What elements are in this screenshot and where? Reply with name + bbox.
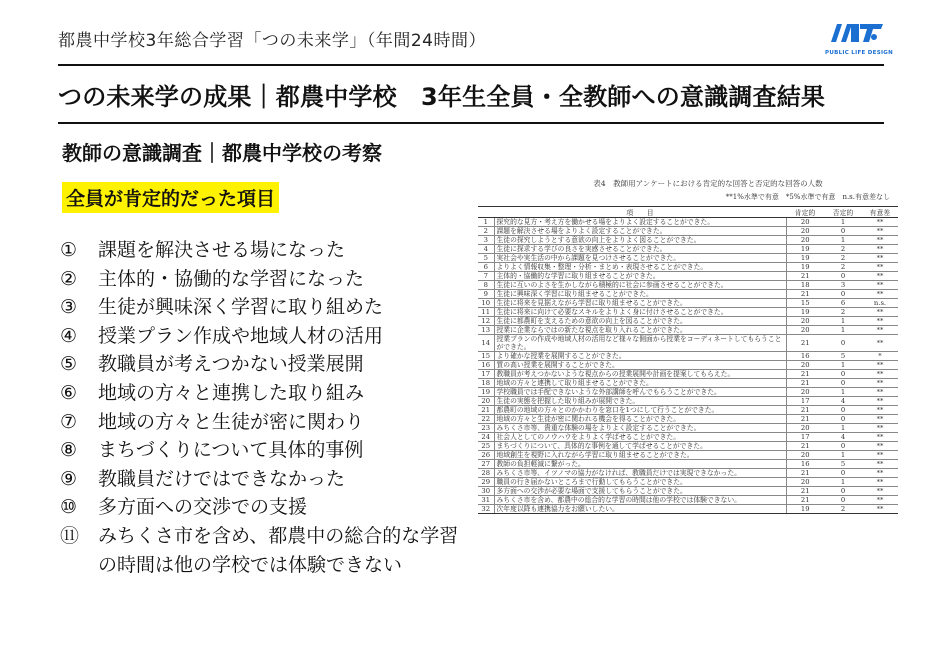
finding-text: 地域の方々と連携した取り組み [98,381,365,404]
table-cell: 21 [786,469,824,478]
table-cell: 7 [478,272,494,281]
table-row [478,406,898,415]
table-cell: 生徒の実態を把握した取り組みが展開できた。 [494,397,786,406]
table-cell: 16 [786,352,824,361]
table-cell: 0 [824,406,862,415]
table-cell: より確かな授業を展開することができた。 [494,352,786,361]
table-cell: ** [862,370,898,379]
table-cell: 10 [478,299,494,308]
table-cell: 11 [478,308,494,317]
finding-item [60,350,460,379]
table-cell: 6 [824,299,862,308]
table-row [478,218,898,227]
table-cell: 授業に企業ならではの新たな視点を取り入れることができた。 [494,326,786,335]
table-cell: 21 [478,406,494,415]
table-cell: 学校職員では手配できないような外部講師を呼んでもらうことができた。 [494,388,786,397]
finding-text: 授業プラン作成や地域人材の活用 [98,324,384,347]
table-cell: 19 [786,245,824,254]
table-cell: 17 [786,397,824,406]
table-cell: 20 [786,317,824,326]
table-cell: 4 [478,245,494,254]
table-cell: 0 [824,415,862,424]
finding-number: ⑦ [60,410,78,433]
table-cell: ** [862,406,898,415]
table-cell: 21 [786,379,824,388]
table-cell: 4 [824,433,862,442]
table-cell: 0 [824,227,862,236]
finding-text: 教職員が考えつかない授業展開 [98,353,364,376]
finding-number: ⑨ [60,467,78,490]
table-cell: 15 [786,299,824,308]
table-cell: 5 [824,460,862,469]
logo-mark-icon [829,20,885,46]
finding-text: 生徒が興味深く学習に取り組めた [98,296,384,319]
table-cell: 0 [824,335,862,352]
table-row [478,263,898,272]
table-cell: 24 [478,433,494,442]
finding-text: まちづくりについて具体的事例 [98,439,364,462]
table-cell: 28 [478,469,494,478]
table-cell: ** [862,388,898,397]
table-cell: ** [862,236,898,245]
table-cell: 22 [478,415,494,424]
finding-item [60,493,460,522]
finding-item [60,522,460,579]
finding-number: ⑪ [60,524,80,547]
table-cell: 生徒に互いのよさを生かしながら積極的に社会に参画させることができた。 [494,281,786,290]
table-cell: 16 [786,460,824,469]
table-cell: 19 [786,308,824,317]
table-cell: 職員の行き届かないところまで行動してもらうことができた。 [494,478,786,487]
table-row [478,308,898,317]
table-cell: 0 [824,379,862,388]
table-row [478,227,898,236]
finding-text: 教職員だけではできなかった [98,467,346,490]
table-cell: ** [862,469,898,478]
table-cell: ** [862,361,898,370]
table-cell: 20 [786,218,824,227]
table-header-cell: 有意差 [862,207,898,218]
finding-number: ④ [60,324,78,347]
table-cell: 主体的・協働的な学習に取り組ませることができた。 [494,272,786,281]
table-cell: ** [862,281,898,290]
table-cell: ** [862,317,898,326]
table-cell: 25 [478,442,494,451]
table-row [478,397,898,406]
table-cell: 3 [478,236,494,245]
table-cell: 教師の負担軽減に繋がった。 [494,460,786,469]
table-cell: 2 [824,245,862,254]
finding-number: ① [60,239,78,261]
table-cell: 授業プランの作成や地域人材の活用など様々な側面から授業をコーディネートしてもらうことができた。 [494,335,786,352]
table-cell: ** [862,272,898,281]
finding-text: みちくさ市を含め、都農中の総合的な学習の時間は他の学校では体験できない [98,524,459,576]
table-row [478,317,898,326]
table-row [478,388,898,397]
table-cell: 12 [478,317,494,326]
table-cell: 1 [824,388,862,397]
survey-table [478,206,898,514]
table-row [478,478,898,487]
table-cell: ** [862,218,898,227]
table-cell: ** [862,290,898,299]
table-cell: 19 [786,505,824,514]
brand-logo [825,20,894,64]
table-cell: 18 [786,281,824,290]
logo-caption: PUBLIC LIFE DESIGN [825,50,894,56]
table-cell: 20 [786,361,824,370]
table-cell: 21 [786,335,824,352]
table-cell: 1 [824,317,862,326]
table-row [478,505,898,514]
finding-number: ⑩ [60,496,78,519]
table-cell: ** [862,424,898,433]
table-row [478,379,898,388]
table-cell: 2 [478,227,494,236]
table-cell: 0 [824,496,862,505]
table-cell: 17 [786,433,824,442]
table-cell: 21 [786,442,824,451]
survey-table-figure [478,178,898,514]
table-cell: 20 [786,236,824,245]
table-cell: よりよく情報収集・整理・分析・まとめ・表現させることができた。 [494,263,786,272]
table-row [478,496,898,505]
table-header-cell: 否定的 [824,207,862,218]
table-cell: 多方面への交渉が必要な場面で支援してもらうことができた。 [494,487,786,496]
table-cell: ** [862,478,898,487]
table-row [478,326,898,335]
table-cell: 実社会や実生活の中から課題を見つけさせることができた。 [494,254,786,263]
table-cell: 地域の方々と生徒が密に関われる機会を得ることができた。 [494,415,786,424]
table-cell: 21 [786,415,824,424]
finding-item [60,465,460,494]
finding-number: ⑧ [60,439,78,462]
table-row [478,281,898,290]
table-row [478,335,898,352]
table-cell: ** [862,442,898,451]
table-cell: 0 [824,370,862,379]
finding-text: 課題を解決させる場になった [98,239,346,261]
table-cell: ** [862,451,898,460]
table-cell: 2 [824,254,862,263]
table-cell: ** [862,254,898,263]
table-cell: 20 [786,388,824,397]
table-cell: 1 [824,451,862,460]
table-row [478,487,898,496]
table-cell: * [862,352,898,361]
table-row [478,433,898,442]
page-title: つの未来学の成果｜都農中学校 3年生全員・全教師への意識調査結果 [58,83,826,111]
table-cell: 1 [824,478,862,487]
table-cell: 社会人としてのノウハウをよりよく学ばせることができた。 [494,433,786,442]
table-cell: 9 [478,290,494,299]
table-cell: まちづくりについて、具体的な事例を通して学ばせることができた。 [494,442,786,451]
table-cell: 6 [478,263,494,272]
table-cell: 生徒に探求する学びの良さを実感させることができた。 [494,245,786,254]
table-cell: 2 [824,263,862,272]
table-row [478,290,898,299]
finding-number: ⑥ [60,381,78,404]
table-cell: 20 [786,227,824,236]
table-header-cell: 肯定的 [786,207,824,218]
table-cell: 21 [786,496,824,505]
table-cell: 生徒に将来に向けて必要なスキルをよりよく身に付けさせることができた。 [494,308,786,317]
table-row [478,299,898,308]
table-cell: n.s. [862,299,898,308]
table-cell: 1 [824,218,862,227]
table-cell: ** [862,263,898,272]
finding-item [60,436,460,465]
findings-list [60,236,460,579]
table-cell: みちくさ市等、貴重な体験の場をよりよく設定することができた。 [494,424,786,433]
table-cell: 19 [786,254,824,263]
finding-number: ③ [60,296,78,319]
table-row [478,442,898,451]
highlight-label: 全員が肯定的だった項目 [62,182,279,213]
table-cell: 3 [824,281,862,290]
table-cell: 生徒の探究しようとする意欲の向上をよりよく図ることができた。 [494,236,786,245]
table-row [478,415,898,424]
finding-item [60,379,460,408]
table-cell: 30 [478,487,494,496]
table-cell: 19 [478,388,494,397]
table-row [478,361,898,370]
table-cell: 0 [824,272,862,281]
table-cell: ** [862,335,898,352]
finding-item [60,265,460,294]
table-cell: 1 [824,424,862,433]
table-cell: 2 [824,308,862,317]
table-cell: ** [862,379,898,388]
table-legend: **1%水準で有意 *5%水準で有意 n.s.有意差なし [725,193,890,201]
table-row [478,352,898,361]
table-cell: 26 [478,451,494,460]
table-cell: 23 [478,424,494,433]
table-cell: 次年度以降も連携協力をお願いしたい。 [494,505,786,514]
table-cell: 5 [478,254,494,263]
table-row [478,272,898,281]
table-cell: 18 [478,379,494,388]
table-cell: 15 [478,352,494,361]
table-cell: 21 [786,272,824,281]
table-cell: 地域の方々と連携して取り組ませることができた。 [494,379,786,388]
finding-number: ② [60,267,78,290]
table-cell: 課題を解決させる場をよりよく設定することができた。 [494,227,786,236]
finding-item [60,408,460,437]
table-header-cell: 項 目 [494,207,786,218]
table-cell: 20 [786,424,824,433]
table-cell: ** [862,245,898,254]
table-cell: 0 [824,442,862,451]
table-row [478,254,898,263]
table-cell: 都農町の地域の方々とのかかわりを窓口を1つにして行うことができた。 [494,406,786,415]
table-cell: 31 [478,496,494,505]
table-cell: 0 [824,290,862,299]
table-header-cell [478,207,494,218]
table-row [478,370,898,379]
table-cell: ** [862,415,898,424]
table-cell: 0 [824,469,862,478]
table-cell: 29 [478,478,494,487]
table-cell: 5 [824,352,862,361]
table-cell: 生徒に興味深く学習に取り組ませることができた。 [494,290,786,299]
course-label: 都農中学校3年総合学習「つの未来学」（年間24時間） [58,31,486,51]
table-cell: ** [862,397,898,406]
table-cell: 20 [786,478,824,487]
table-cell: 探究的な見方・考え方を働かせる場をよりよく設定することができた。 [494,218,786,227]
table-cell: 19 [786,263,824,272]
table-cell: 1 [824,236,862,245]
table-cell: 1 [478,218,494,227]
table-header-row [478,207,898,218]
table-cell: 20 [478,397,494,406]
table-cell: 17 [478,370,494,379]
table-cell: ** [862,496,898,505]
table-caption: 表4 教師用アンケートにおける肯定的な回答と否定的な回答の人数 [593,179,823,188]
finding-item [60,293,460,322]
table-cell: 1 [824,326,862,335]
table-cell: 地域創生を視野に入れながら学習に取り組ませることができた。 [494,451,786,460]
table-cell: 2 [824,505,862,514]
table-cell: 21 [786,406,824,415]
table-cell: 14 [478,335,494,352]
table-cell: 8 [478,281,494,290]
title-divider [58,122,884,124]
section-heading: 教師の意識調査｜都農中学校の考察 [62,141,382,165]
table-cell: 16 [478,361,494,370]
table-cell: 21 [786,370,824,379]
table-cell: ** [862,505,898,514]
table-cell: 生徒に都農町を支えるための意欲の向上を図ることができた。 [494,317,786,326]
table-cell: 27 [478,460,494,469]
table-cell: 0 [824,487,862,496]
table-cell: 13 [478,326,494,335]
table-cell: 21 [786,290,824,299]
table-cell: みちくさ市等、イツノマの協力がなければ、教職員だけでは実現できなかった。 [494,469,786,478]
table-cell: ** [862,487,898,496]
table-row [478,460,898,469]
header-divider [58,64,884,66]
table-cell: ** [862,227,898,236]
table-cell: 教職員が考えつかないような視点からの授業展開や計画を提案してもらえた。 [494,370,786,379]
table-cell: 生徒に将来を見据えながら学習に取り組ませることができた。 [494,299,786,308]
table-cell: みちくさ市を含め、都農中の総合的な学習の時間は他の学校では体験できない。 [494,496,786,505]
table-cell: 20 [786,326,824,335]
table-cell: 4 [824,397,862,406]
finding-text: 主体的・協働的な学習になった [98,267,365,290]
finding-text: 多方面への交渉での支援 [98,496,308,519]
finding-item [60,322,460,351]
table-cell: 20 [786,451,824,460]
table-row [478,245,898,254]
finding-item [60,236,460,265]
finding-number: ⑤ [60,353,78,376]
table-row [478,451,898,460]
finding-text: 地域の方々と生徒が密に関わり [98,410,365,433]
table-cell: ** [862,460,898,469]
table-cell: ** [862,326,898,335]
table-row [478,236,898,245]
table-cell: 質の高い授業を展開することができた。 [494,361,786,370]
table-cell: 21 [786,487,824,496]
table-row [478,424,898,433]
table-cell: ** [862,308,898,317]
table-cell: 1 [824,361,862,370]
table-row [478,469,898,478]
table-cell: 32 [478,505,494,514]
table-cell: ** [862,433,898,442]
